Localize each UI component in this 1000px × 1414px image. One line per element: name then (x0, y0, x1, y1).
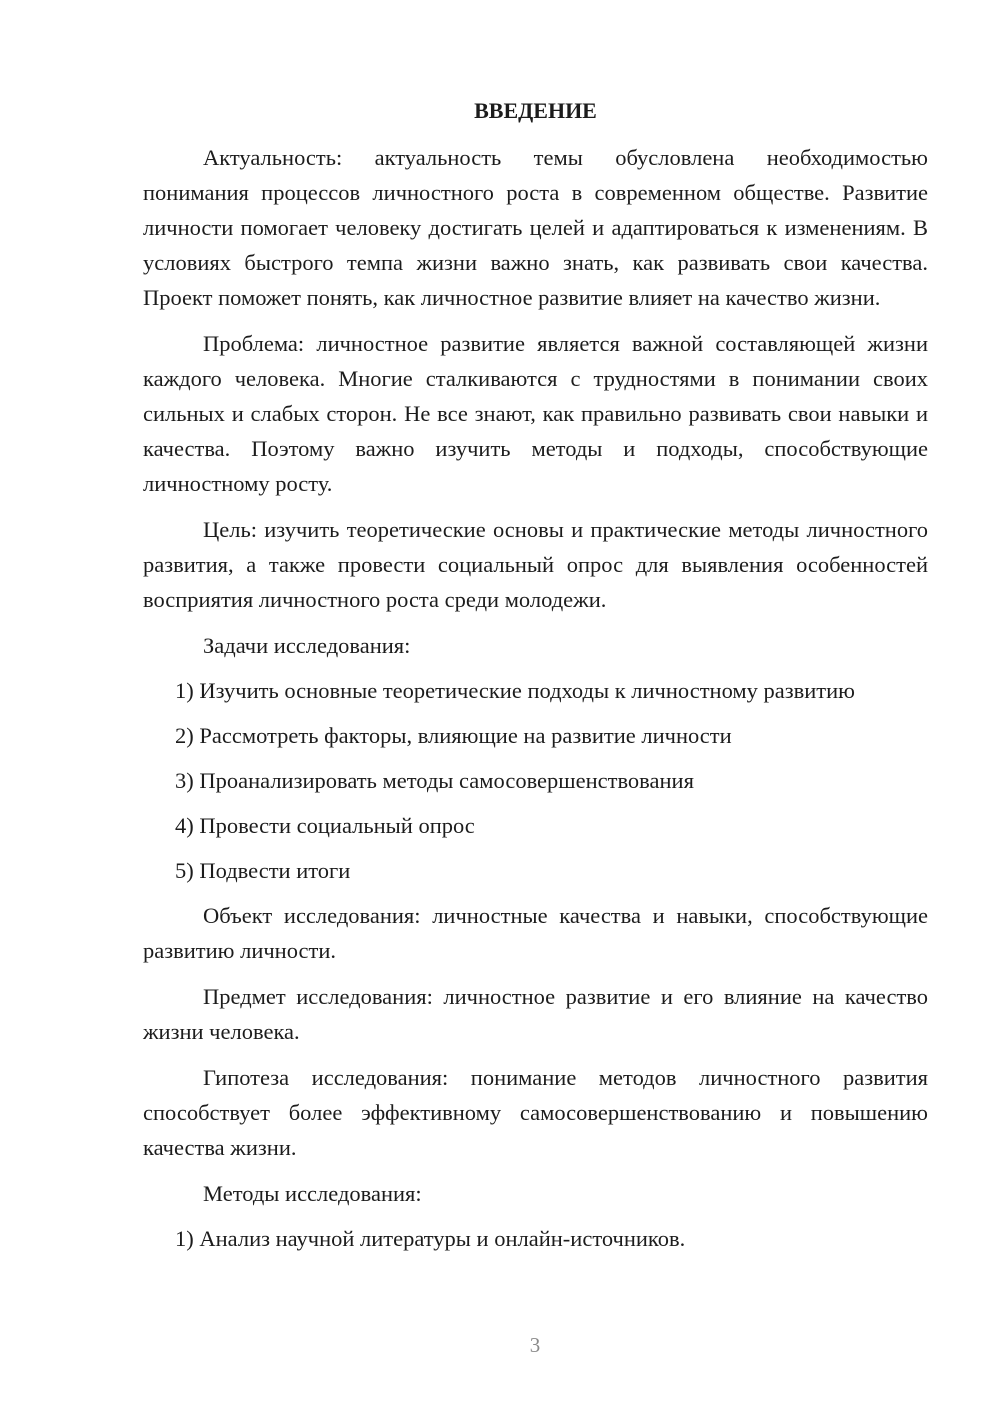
list-item: 2) Рассмотреть факторы, влияющие на развитие личности (175, 723, 732, 748)
list-item: 4) Провести социальный опрос (175, 813, 475, 838)
list-item: 1) Изучить основные теоретические подходы к личностному развитию (175, 678, 855, 703)
tasks-label: Задачи исследования: (203, 633, 411, 658)
tasks-list (143, 673, 928, 888)
section-heading: ВВЕДЕНИЕ (474, 98, 597, 123)
hypothesis-paragraph: Гипотеза исследования: понимание методов личностного развития способствует более эффективному самосовершенствованию и повышению качества жизни. (143, 1065, 928, 1160)
page-number: 3 (529, 1333, 541, 1357)
methods-label: Методы исследования: (203, 1181, 422, 1206)
list-item: 3) Проанализировать методы самосовершенствования (175, 768, 694, 793)
methods-list (143, 1221, 928, 1256)
object-paragraph: Объект исследования: личностные качества и навыки, способствующие развитию личности. (143, 903, 928, 963)
problem-paragraph: Проблема: личностное развитие является важной составляющей жизни каждого человека. Многие сталкиваются с трудностями в понимании своих сильных и слабых сторон. Не все знают, как правильно развивать свои навыки и качества. Поэтому важно изучить методы и подходы, способствующие личностному росту. (143, 331, 928, 496)
goal-paragraph: Цель: изучить теоретические основы и практические методы личностного развития, а также провести социальный опрос для выявления особенностей восприятия личностного роста среди молодежи. (143, 517, 928, 612)
page-body (143, 96, 928, 1266)
relevance-paragraph: Актуальность: актуальность темы обусловлена необходимостью понимания процессов личностного роста в современном обществе. Развитие личности помогает человеку достигать целей и адаптироваться к изменениям. В условиях быстрого темпа жизни важно знать, как развивать свои качества. Проект поможет понять, как личностное развитие влияет на качество жизни. (143, 145, 928, 310)
subject-paragraph: Предмет исследования: личностное развитие и его влияние на качество жизни человека. (143, 984, 928, 1044)
list-item: 1) Анализ научной литературы и онлайн-источников. (175, 1226, 686, 1251)
list-item: 5) Подвести итоги (175, 858, 351, 883)
